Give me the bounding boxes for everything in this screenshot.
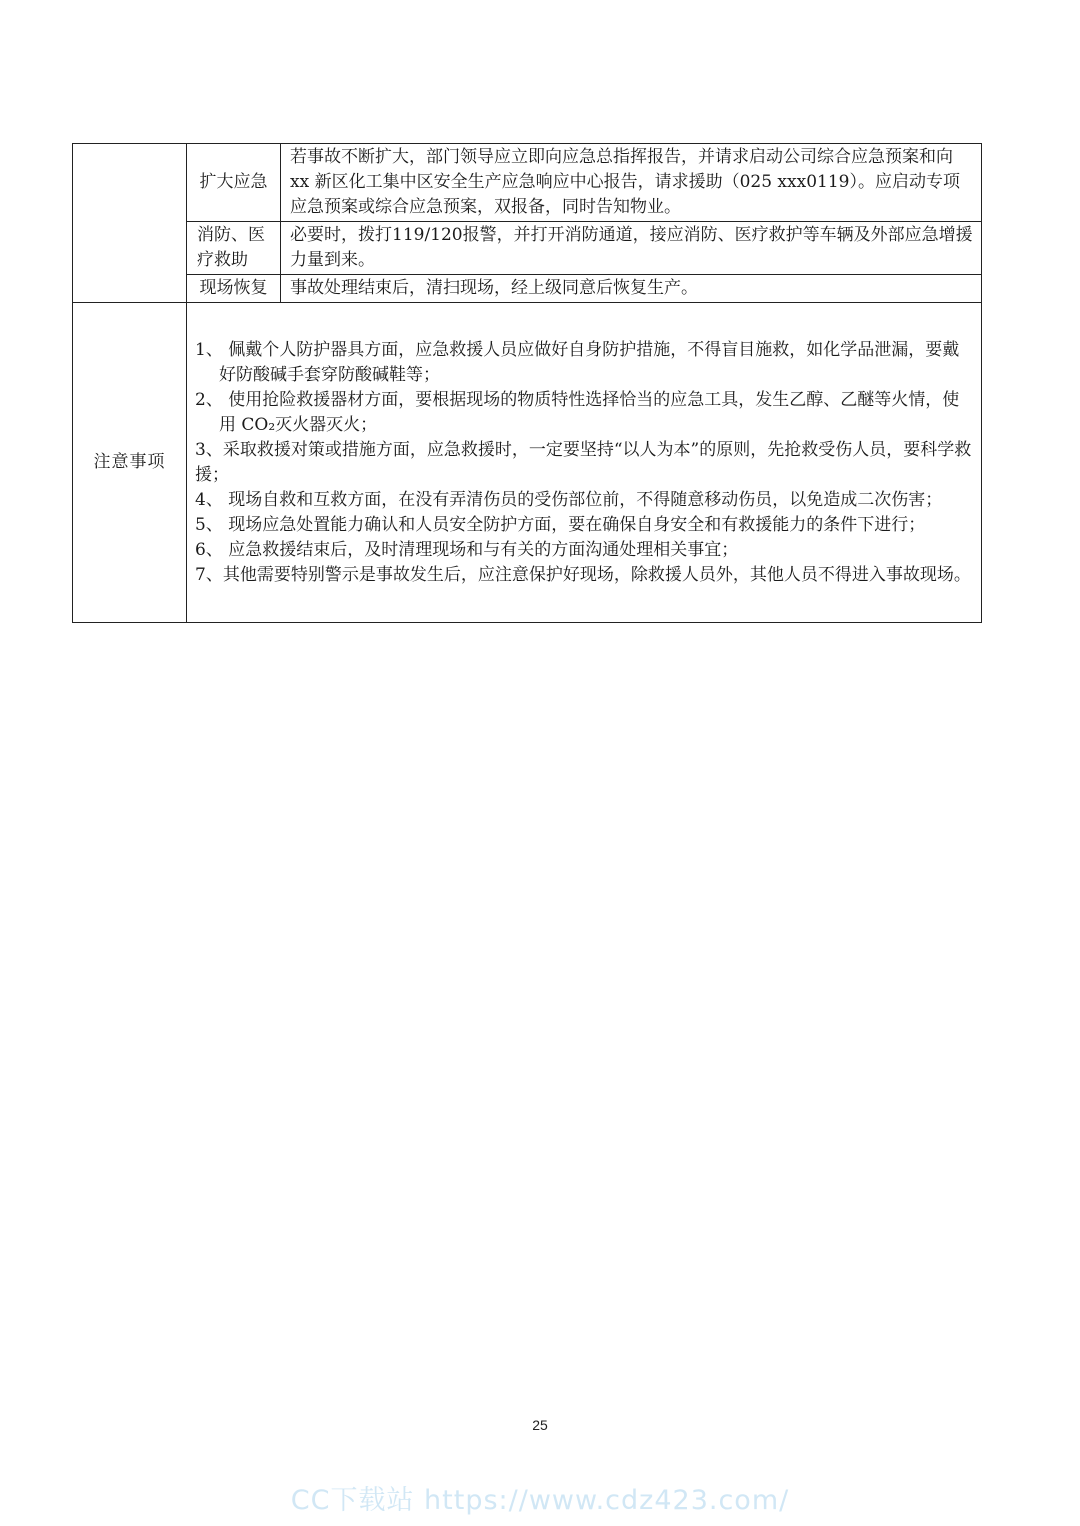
- row-content-escalation: 若事故不断扩大，部门领导应立即向应急总指挥报告，并请求启动公司综合应急预案和向 xx 新区化工集中区安全生产应急响应中心报告，请求援助（025 xxx0119）。应启动专项应急预案或综合应急预案，双报备，同时告知物业。: [281, 144, 982, 222]
- note-item-6: 6、 应急救援结束后，及时清理现场和与有关的方面沟通处理相关事宜；: [195, 539, 739, 560]
- row-content-recovery: 事故处理结束后，清扫现场，经上级同意后恢复生产。: [281, 275, 982, 303]
- notes-label: 注意事项: [73, 303, 187, 623]
- table-row: [73, 303, 982, 623]
- note-item-5: 5、 现场应急处置能力确认和人员安全防护方面，要在确保自身安全和有救援能力的条件下进行；: [195, 514, 926, 535]
- note-item-7: 7、其他需要特别警示是事故发生后，应注意保护好现场，除救援人员外，其他人员不得进入事故现场。: [195, 564, 971, 585]
- blank-left-cell: [73, 144, 187, 303]
- note-item-2: 2、 使用抢险救援器材方面，要根据现场的物质特性选择恰当的应急工具，发生乙醇、乙醚等火情，使用 CO₂灭火器灭火；: [195, 389, 960, 435]
- table-row: [73, 222, 982, 275]
- notes-content: [187, 303, 982, 623]
- table-row: [73, 144, 982, 222]
- emergency-table: [72, 143, 982, 623]
- page-number: 25: [532, 1417, 548, 1433]
- row-content-fire-medical: 必要时，拨打119/120报警，并打开消防通道，接应消防、医疗救护等车辆及外部应急增援力量到来。: [281, 222, 982, 275]
- note-item-3: 3、采取救援对策或措施方面，应急救援时，一定要坚持“以人为本”的原则，先抢救受伤人员，要科学救援；: [195, 439, 972, 485]
- row-label-escalation: 扩大应急: [187, 144, 281, 222]
- table-row: [73, 275, 982, 303]
- watermark: CC下载站 https://www.cdz423.com/: [290, 1485, 790, 1516]
- note-item-4: 4、 现场自救和互救方面，在没有弄清伤员的受伤部位前，不得随意移动伤员，以免造成二次伤害；: [195, 489, 943, 510]
- note-item-1: 1、 佩戴个人防护器具方面，应急救援人员应做好自身防护措施，不得盲目施救，如化学品泄漏，要戴好防酸碱手套穿防酸碱鞋等；: [195, 339, 960, 385]
- row-label-recovery: 现场恢复: [187, 275, 281, 303]
- row-label-fire-medical: 消防、医疗救助: [187, 222, 281, 275]
